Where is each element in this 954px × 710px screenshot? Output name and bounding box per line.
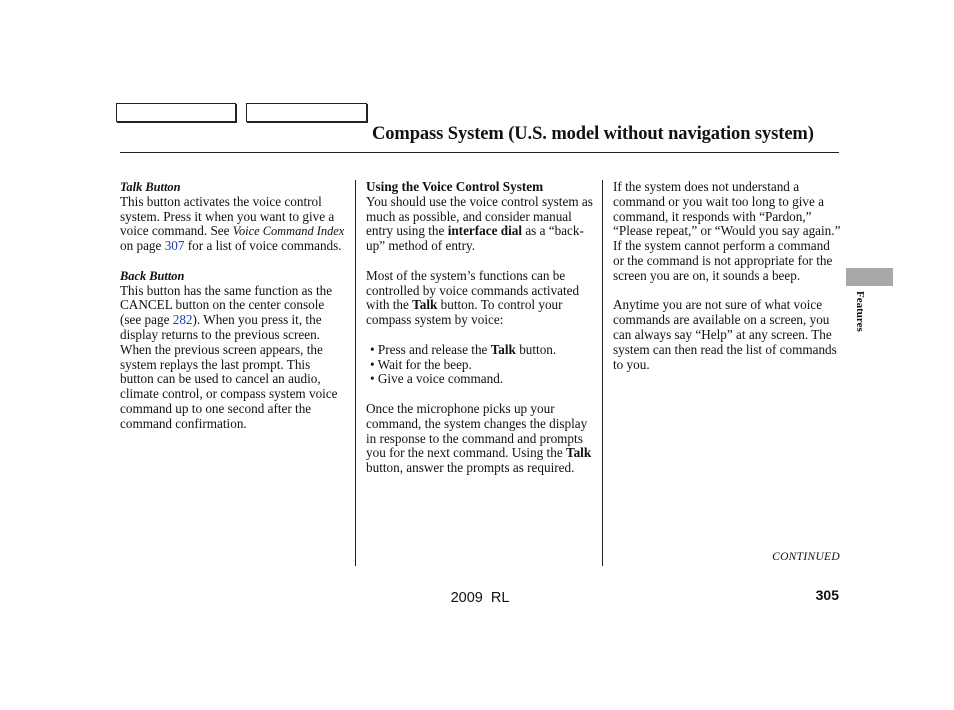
title-divider <box>120 152 839 153</box>
talk-text-3: for a list of voice commands. <box>187 238 342 254</box>
page-title: Compass System (U.S. model without navigation system) <box>372 124 814 144</box>
column-divider-1 <box>355 180 356 566</box>
continued-label: CONTINUED <box>772 551 840 563</box>
bullet1-text-2: button. <box>519 341 557 357</box>
talk-button-heading: Talk Button <box>120 180 181 194</box>
talk-text-1: This button activates the voice control system. Press it when you want to give a voice command. See <box>120 193 335 239</box>
page-number: 305 <box>815 587 839 603</box>
interface-dial-term: interface dial <box>447 223 523 239</box>
column-middle <box>366 180 594 476</box>
talk-text-2: on page <box>120 238 162 254</box>
column-right <box>613 180 841 372</box>
section-tab-label: Features <box>854 291 866 332</box>
back-button-heading: Back Button <box>120 268 185 283</box>
footer-model: 2009 RL <box>450 590 510 606</box>
page-link-307[interactable]: 307 <box>164 238 185 254</box>
voice-command-index-ref: Voice Command Index <box>232 224 345 239</box>
voice-control-paragraph-1 <box>366 195 594 254</box>
page-link-282[interactable]: 282 <box>172 312 193 328</box>
p2-text-1: Most of the system’s functions can be controlled by voice commands activated with the <box>366 267 580 313</box>
section-tab-marker <box>846 268 893 286</box>
list-item: • Give a voice command. <box>370 371 504 387</box>
talk-term: Talk <box>412 297 438 313</box>
bullet1-text-1: • Press and release the <box>370 341 488 357</box>
right-paragraph-2: Anytime you are not sure of what voice commands are available on a screen, you can always say “Help” at any screen. The system can then read the list of commands to you. <box>613 297 837 372</box>
nav-tab-next[interactable] <box>246 103 367 122</box>
nav-tab-previous[interactable] <box>116 103 236 122</box>
voice-control-heading: Using the Voice Control System <box>366 179 544 194</box>
p1-text-2: as a “back-up” method of entry. <box>366 223 584 254</box>
talk-button-paragraph <box>120 195 346 254</box>
p3-text-1: Once the microphone picks up your command, the system changes the display in response to the command and prompts you for the next command. Using the <box>366 400 588 461</box>
steps-list <box>366 343 594 387</box>
list-item: • Wait for the beep. <box>370 356 472 372</box>
talk-term: Talk <box>490 341 516 357</box>
p3-text-2: button, answer the prompts as required. <box>366 460 575 476</box>
back-button-paragraph <box>120 284 346 432</box>
column-divider-2 <box>602 180 603 566</box>
p2-text-2: button. To control your compass system by voice: <box>366 297 563 328</box>
list-item <box>366 343 594 358</box>
column-left <box>120 180 346 432</box>
right-paragraph-1: If the system does not understand a command or you wait too long to give a command, it responds with “Pardon,” “Please repeat,” or “Would you say again.” If the system cannot perform a command or the command is not appropriate for the screen you are on, it sounds a beep. <box>613 179 841 283</box>
voice-control-paragraph-3 <box>366 402 594 476</box>
back-text-1: This button has the same function as the CANCEL button on the center console (see page <box>120 282 333 328</box>
p1-text-1: You should use the voice control system as much as possible, and consider manual entry using the <box>366 193 593 239</box>
back-text-2: ). When you press it, the display returns to the previous screen. When the previous screen appears, the system replays the last prompt. This button can be used to cancel an audio, climate control, or compass system voice command up to one second after the command confirmation. <box>120 312 338 431</box>
talk-term: Talk <box>565 445 592 461</box>
voice-control-paragraph-2 <box>366 269 594 328</box>
